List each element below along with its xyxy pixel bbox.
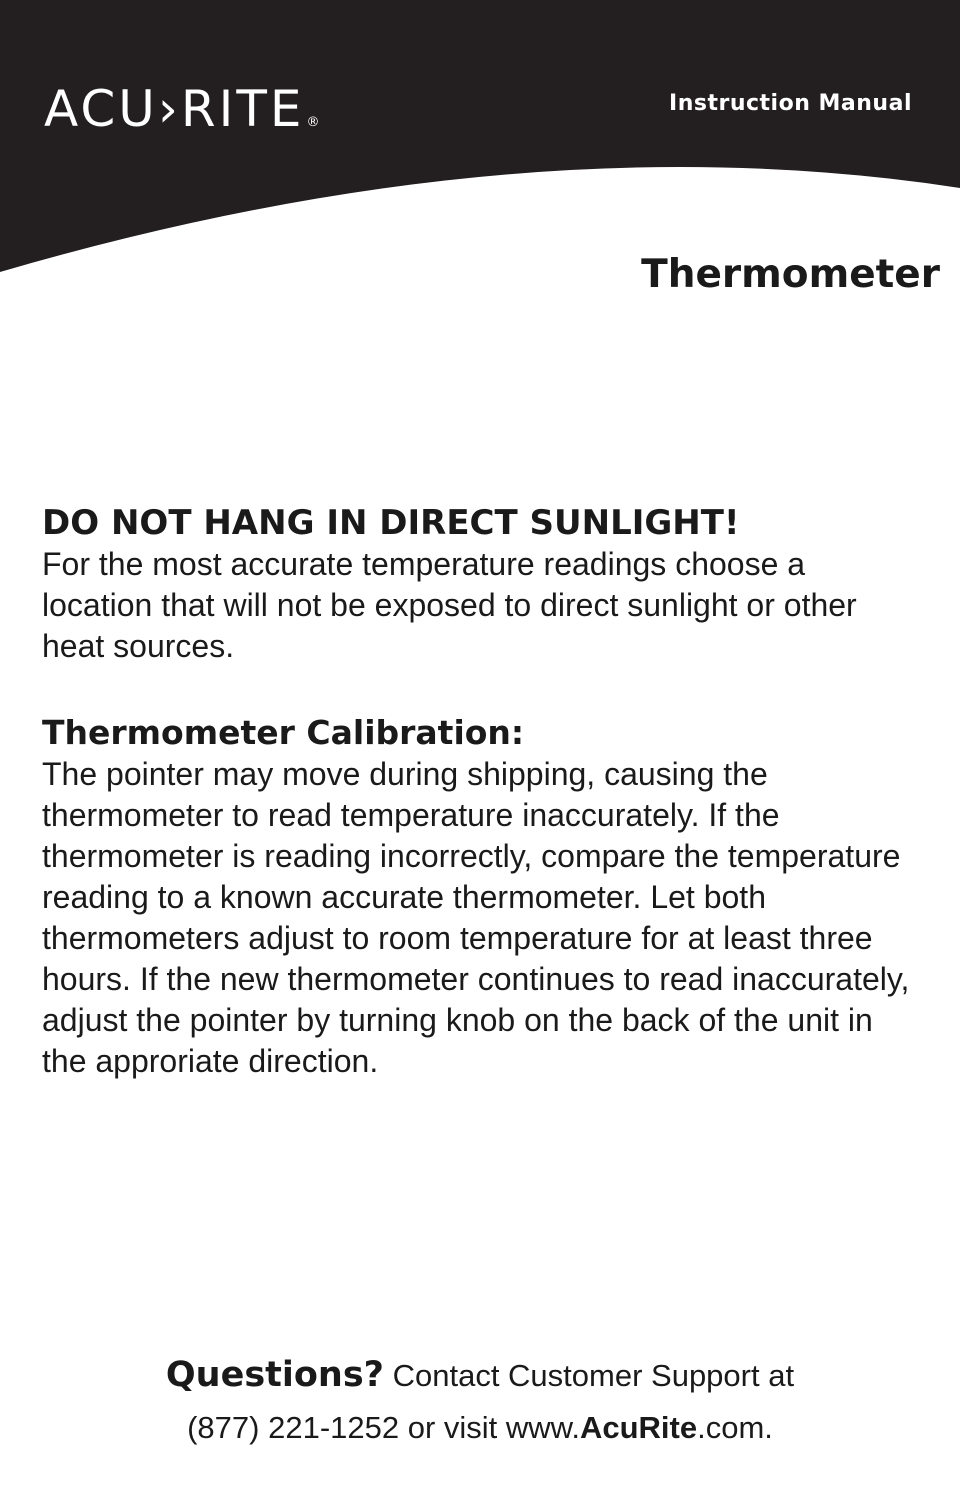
registered-mark: ® (306, 115, 320, 130)
calibration-heading: Thermometer Calibration: (42, 713, 525, 752)
support-line-1 (0, 1349, 960, 1402)
contact-text: Contact Customer Support at (383, 1358, 795, 1393)
website-suffix: .com. (697, 1410, 773, 1445)
acurite-logo (44, 80, 320, 148)
support-line-2 (0, 1402, 960, 1454)
phone-text: (877) 221-1252 or visit www. (187, 1410, 580, 1445)
questions-label: Questions? (165, 1355, 384, 1395)
sunlight-warning-text: For the most accurate temperature readings choose a location that will not be exposed to direct sunlight or other heat sources. (42, 546, 857, 664)
logo-wordmark: ACU›RITE (44, 80, 305, 138)
calibration-text: The pointer may move during shipping, causing the thermometer to read temperature inaccurately. If the thermometer is reading incorrectly, compare the temperature reading to a known accurate thermometer. Let both thermometers adjust to room temperature for at least three hours. If the new thermometer continues to read inaccurately, adjust the pointer by turning knob on the back of the unit in the approriate direction. (42, 756, 910, 1079)
website-brand: AcuRite (579, 1410, 698, 1445)
calibration-section (42, 712, 922, 1082)
sunlight-warning-section (42, 502, 922, 667)
support-footer (0, 1349, 960, 1454)
sunlight-warning-heading: DO NOT HANG IN DIRECT SUNLIGHT! (42, 503, 740, 543)
instruction-manual-label: Instruction Manual (669, 91, 912, 116)
product-title: Thermometer (641, 252, 940, 297)
